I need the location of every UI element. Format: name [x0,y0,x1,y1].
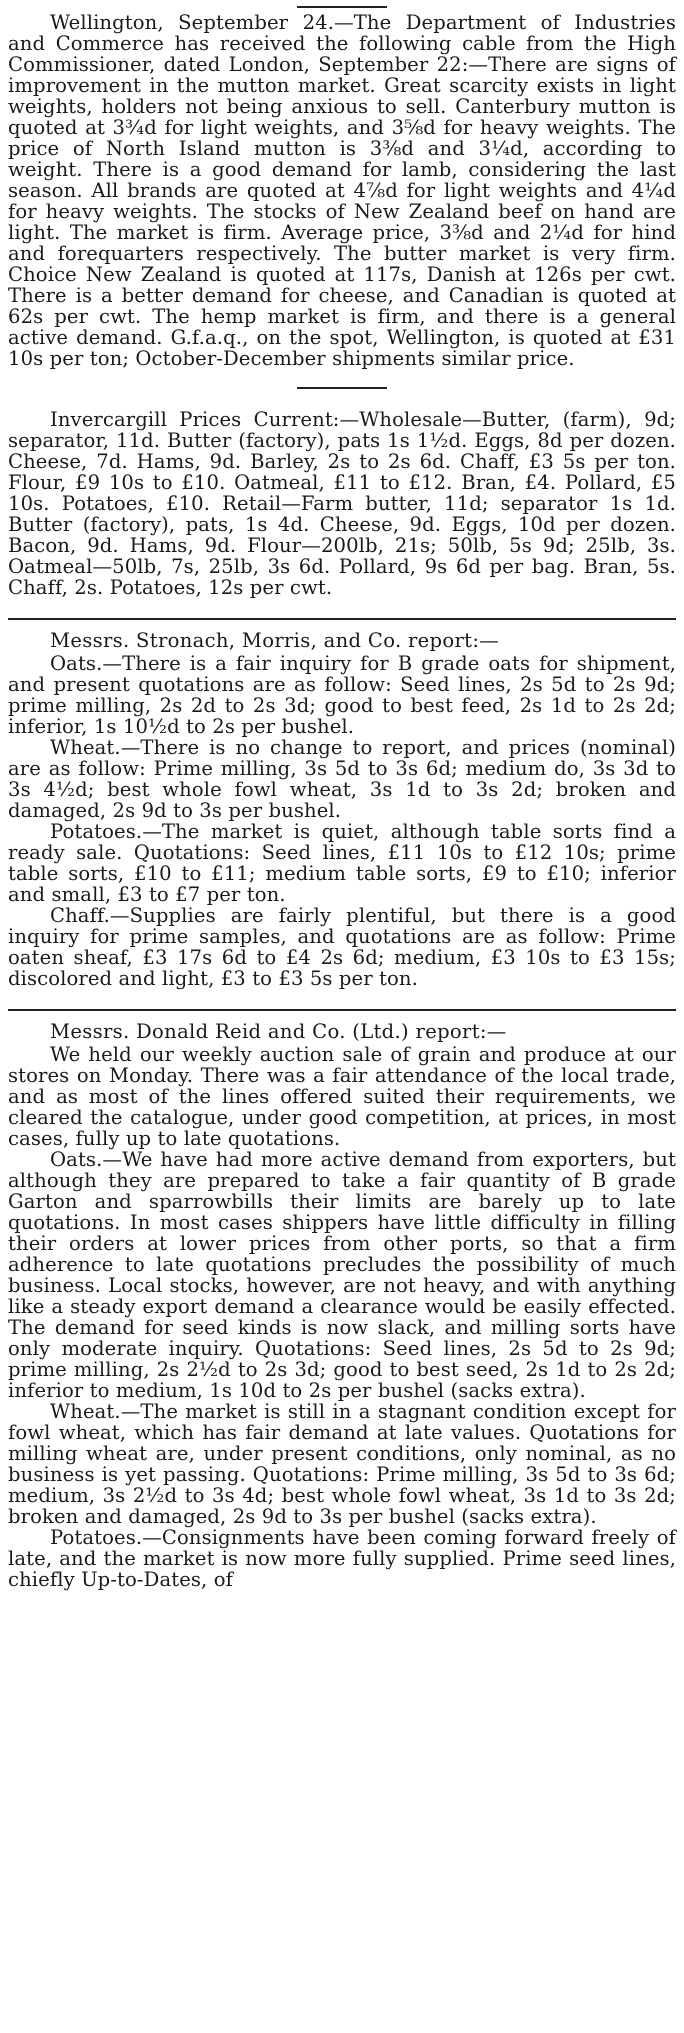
article-paragraph: Chaff.—Supplies are fairly plentiful, but there is a good inquiry for prime samples, and quotations are as follow: Prime oaten sheaf, £3 17s 6d to £4 2s 6d; medium, £3 10s to £3 15s; discolored and light, £3 to £3 5s per ton. [8,904,676,990]
article-heading: Messrs. Stronach, Morris, and Co. report:— [50,629,500,652]
article-paragraph: Invercargill Prices Current:—Wholesale—Butter, (farm), 9d; separator, 11d. Butter (factory), pats 1s 1½d. Eggs, 8d per dozen. Cheese, 7d. Hams, 9d. Barley, 2s to 2s 6d. Chaff, £3 5s per ton. Flour, £9 10s to £10. Oatmeal, £11 to £12. Bran, £4. Pollard, £5 10s. Potatoes, £10. Retail—Farm butter, 11d; separator 1s 1d. Butter (factory), pats, 1s 4d. Cheese, 9d. Eggs, 10d per dozen. Bacon, 9d. Hams, 9d. Flour—200lb, 21s; 50lb, 5s 9d; 25lb, 3s. Oatmeal—50lb, 7s, 25lb, 3s 6d. Pollard, 9s 6d per bag. Bran, 5s. Chaff, 2s. Potatoes, 12s per cwt. [8,408,676,599]
section-rule [297,387,387,389]
article-paragraph: Wellington, September 24.—The Department of Industries and Commerce has received the following cable from the High Commissioner, dated London, September 22:—There are signs of improvement in the mutton market. Great scarcity exists in light weights, holders not being anxious to sell. Canterbury mutton is quoted at 3¾d for light weights, and 3⅝d for heavy weights. The price of North Island mutton is 3⅜d and 3¼d, according to weight. There is a good demand for lamb, considering the last season. All brands are quoted at 4⅞d for light weights and 4¼d for heavy weights. The stocks of New Zealand beef on hand are light. The market is firm. Average price, 3⅜d and 2¼d for hind and forequarters respectively. The butter market is very firm. Choice New Zealand is quoted at 117s, Danish at 126s per cwt. There is a better demand for cheese, and Canadian is quoted at 62s per cwt. The hemp market is firm, and there is a general active demand. G.f.a.q., on the spot, Wellington, is quoted at £31 10s per ton; October-December shipments similar price. [8,11,676,370]
article-paragraph: Oats.—We have had more active demand from exporters, but although they are prepared to take a fair quantity of B grade Garton and sparrowbills their limits are barely up to late quotations. In most cases shippers have little difficulty in filling their orders at lower prices from other ports, so that a firm adherence to late quotations precludes the possibility of much business. Local stocks, however, are not heavy, and with anything like a steady export demand a clearance would be easily effected. The demand for seed kinds is now slack, and milling sorts have only moderate inquiry. Quotations: Seed lines, 2s 5d to 2s 9d; prime milling, 2s 2½d to 2s 3d; good to best seed, 2s 1d to 2s 2d; inferior to medium, 1s 10d to 2s per bushel (sacks extra). [8,1148,676,1402]
article-heading: Messrs. Donald Reid and Co. (Ltd.) report:— [50,1020,507,1043]
section-divider [8,618,676,620]
article-paragraph: Oats.—There is a fair inquiry for B grade oats for shipment, and present quotations are as follow: Seed lines, 2s 5d to 2s 9d; prime milling, 2s 2d to 2s 3d; good to best feed, 2s 1d to 2s 2d; inferior, 1s 10½d to 2s per bushel. [8,652,676,738]
top-rule [297,6,387,8]
article-market-cable [8,12,676,369]
article-paragraph: Potatoes.—Consignments have been coming forward freely of late, and the market is now more fully supplied. Prime seed lines, chiefly Up-to-Dates, of [8,1526,676,1591]
article-paragraph: We held our weekly auction sale of grain and produce at our stores on Monday. There was a fair attendance of the local trade, and as most of the lines offered suited their requirements, we cleared the catalogue, under good competition, at prices, in most cases, fully up to late quotations. [8,1043,676,1150]
article-stronach-report [8,630,676,989]
article-paragraph: Wheat.—There is no change to report, and prices (nominal) are as follow: Prime milling, 3s 5d to 3s 6d; medium do, 3s 3d to 3s 4½d; best whole fowl wheat, 3s 1d to 3s 2d; broken and damaged, 2s 9d to 3s per bushel. [8,736,676,822]
article-paragraph: Potatoes.—The market is quiet, although table sorts find a ready sale. Quotations: Seed lines, £11 10s to £12 10s; prime table sorts, £10 to £11; medium table sorts, £9 to £10; inferior and small, £3 to £7 per ton. [8,820,676,906]
article-invercargill-prices [8,409,676,598]
section-divider [8,1009,676,1011]
article-paragraph: Wheat.—The market is still in a stagnant condition except for fowl wheat, which has fair demand at late values. Quotations for milling wheat are, under present conditions, only nominal, as no business is yet passing. Quotations: Prime milling, 3s 5d to 3s 6d; medium, 3s 2½d to 3s 4d; best whole fowl wheat, 3s 1d to 3s 2d; broken and damaged, 2s 9d to 3s per bushel (sacks extra). [8,1400,676,1528]
article-donald-reid-report [8,1021,676,1590]
